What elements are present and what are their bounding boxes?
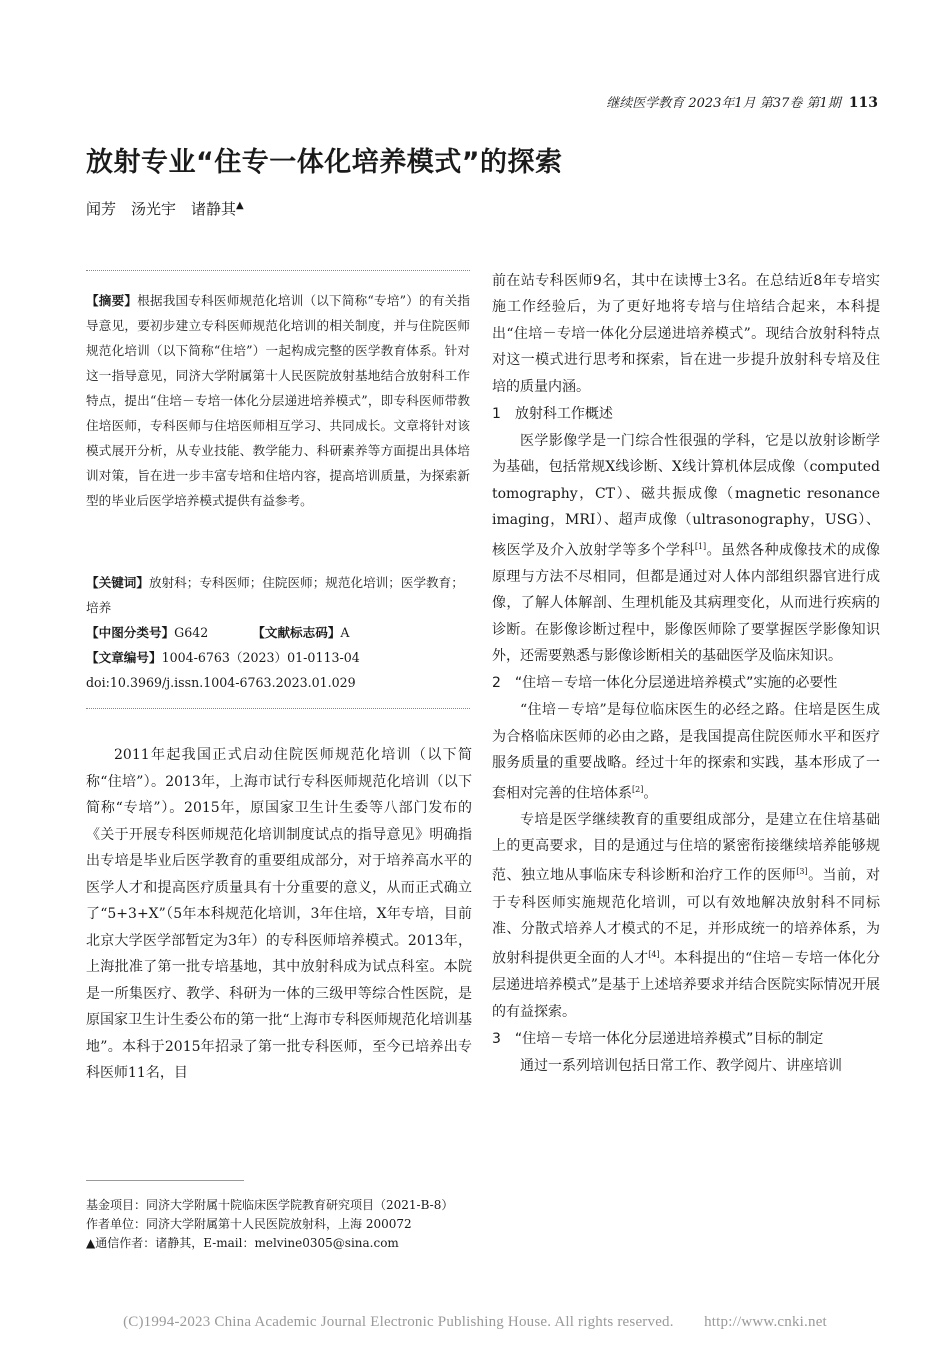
abstract-text: 根据我国专科医师规范化培训（以下简称“专培”）的有关指导意见，要初步建立专科医师规范化培训的相关制度，并与住院医师规范化培训（以下简称“住培”）一起构成完整的医学教育体系。针对这一指导意见，同济大学附属第十人民医院放射基地结合放射科工作特点，提出“住培－专培一体化分层递进培养模式”，即专科医师带教住培医师，专科医师与住培医师相互学习、共同成长。文章将针对该模式展开分析，从专业技能、教学能力、科研素养等方面提出具体培训对策，旨在进一步丰富专培和住培内容，提高培训质量，为探索新型的毕业后医学培养模式提供有益参考。: [86, 293, 470, 508]
citation-3[interactable]: [3]: [796, 867, 808, 877]
keywords: 放射科；专科医师；住院医师；规范化培训；医学教育；培养: [86, 575, 464, 615]
doc-code-value: A: [340, 625, 350, 640]
doi: doi:10.3969/j.issn.1004-6763.2023.01.029: [86, 675, 356, 690]
body-right-column: [492, 268, 880, 1080]
correspondence-note: ▲通信作者：诸静其，E-mail：melvine0305@sina.com: [86, 1236, 399, 1250]
section-2-paragraph-1: “住培－专培”是每位临床医生的必经之路。住培是医生成为合格临床医师的必由之路，是我国提高住院医师水平和医疗服务质量的重要战略。经过十年的探索和实践，基本形成了一套相对完善的住培体系[2]。: [492, 702, 880, 802]
article-title: 放射专业“住专一体化培养模式”的探索: [86, 147, 563, 178]
keywords-row: [86, 570, 476, 620]
affiliation-note: 作者单位：同济大学附属第十人民医院放射科，上海 200072: [86, 1217, 412, 1231]
divider-bottom: [86, 708, 470, 709]
article-no-row: [86, 645, 476, 670]
divider-top: [86, 270, 470, 271]
section-2-paragraph-2: 专培是医学继续教育的重要组成部分，是建立在住培基础上的更高要求，目的是通过与住培的紧密衔接继续培养能够规范、独立地从事临床专科诊断和治疗工作的医师[3]。当前，对于专科医师实施规范化培训，可以有效地解决放射科不同标准、分散式培养人才模式的不足，并形成统一的培养体系，为放射科提供更全面的人才[4]。本科提出的“住培－专培一体化分层递进培养模式”是基于上述培养要求并结合医院实际情况开展的有益探索。: [492, 811, 881, 1020]
section-1-heading: 1 放射科工作概述: [492, 406, 613, 423]
abstract-label: 【摘要】: [86, 293, 138, 308]
citation-4[interactable]: [4]: [648, 950, 660, 960]
classification-row: [86, 620, 476, 645]
section-3-heading: 3 “住培－专培一体化分层递进培养模式”目标的制定: [492, 1031, 824, 1048]
running-header: [606, 92, 878, 111]
article-no-value: 1004-6763（2023）01-0113-04: [161, 650, 360, 665]
section-2-heading: 2 “住培－专培一体化分层递进培养模式”实施的必要性: [492, 675, 838, 692]
keywords-label: 【关键词】: [86, 575, 149, 590]
journal-info: 继续医学教育 2023年1月 第37卷 第1期: [606, 96, 841, 111]
article-meta: [86, 570, 476, 695]
footnotes: [86, 1196, 472, 1253]
author-names: 闻芳 汤光宇 诸静其: [86, 200, 237, 218]
fund-note: 基金项目：同济大学附属十院临床医学院教育研究项目（2021-B-8）: [86, 1198, 454, 1212]
section-3-paragraph: 通过一系列培训包括日常工作、教学阅片、讲座培训: [520, 1058, 842, 1075]
article-no-label: 【文章编号】: [86, 650, 162, 665]
clc-label: 【中图分类号】: [86, 625, 175, 640]
continued-paragraph: 前在站专科医师9名，其中在读博士3名。在总结近8年专培实施工作经验后，为了更好地将专培与住培结合起来，本科提出“住培－专培一体化分层递进培养模式”。现结合放射科特点对这一模式进行思考和探索，旨在进一步提升放射科专培及住培的质量内涵。: [492, 273, 880, 395]
copyright-footer: (C)1994-2023 China Academic Journal Electronic Publishing House. All rights reserved. http://www.cnki.net: [123, 1314, 827, 1330]
citation-2[interactable]: [2]: [632, 784, 644, 794]
abstract: [86, 288, 470, 513]
clc-value: G642: [174, 625, 209, 640]
body-left-column: [86, 742, 472, 1087]
footnote-rule: [86, 1180, 244, 1181]
citation-1[interactable]: [1]: [694, 541, 707, 551]
authors: [86, 198, 244, 219]
intro-paragraph: 2011年起我国正式启动住院医师规范化培训（以下简称“住培”）。2013年，上海市试行专科医师规范化培训（以下简称“专培”）。2015年，原国家卫生计生委等八部门发布的《关于开展专科医师规范化培训制度试点的指导意见》明确指出专培是毕业后医学教育的重要组成部分，对于培养高水平的医学人才和提高医疗质量具有十分重要的意义，从而正式确立了“5+3+X”（5年本科规范化培训，3年住培，X年专培，目前北京大学医学部暂定为3年）的专科医师培养模式。2013年，上海批准了第一批专培基地，其中放射科成为试点科室。本院是一所集医疗、教学、科研为一体的三级甲等综合性医院，是原国家卫生计生委公布的第一批“上海市专科医师规范化培训基地”。本科于2015年招录了第一批专科医师，至今已培养出专科医师11名，目: [86, 747, 472, 1081]
page-number: 113: [848, 95, 878, 111]
section-1-paragraph: 医学影像学是一门综合性很强的学科，它是以放射诊断学为基础，包括常规X线诊断、X线计算机体层成像（computed tomography，CT）、磁共振成像（magnetic resonance imaging，MRI）、超声成像（ultrasonography，USG）、核医学及介入放射学等多个学科[1]。虽然各种成像技术的成像原理与方法不尽相同，但都是通过对人体内部组织器官进行成像，了解人体解剖、生理机能及其病理变化，从而进行疾病的诊断。在影像诊断过程中，影像医师除了要掌握医学影像知识外，还需要熟悉与影像诊断相关的基础医学及临床知识。: [492, 433, 881, 664]
doc-code-label: 【文献标志码】: [252, 625, 341, 640]
corresponding-mark: ▲: [236, 200, 244, 211]
